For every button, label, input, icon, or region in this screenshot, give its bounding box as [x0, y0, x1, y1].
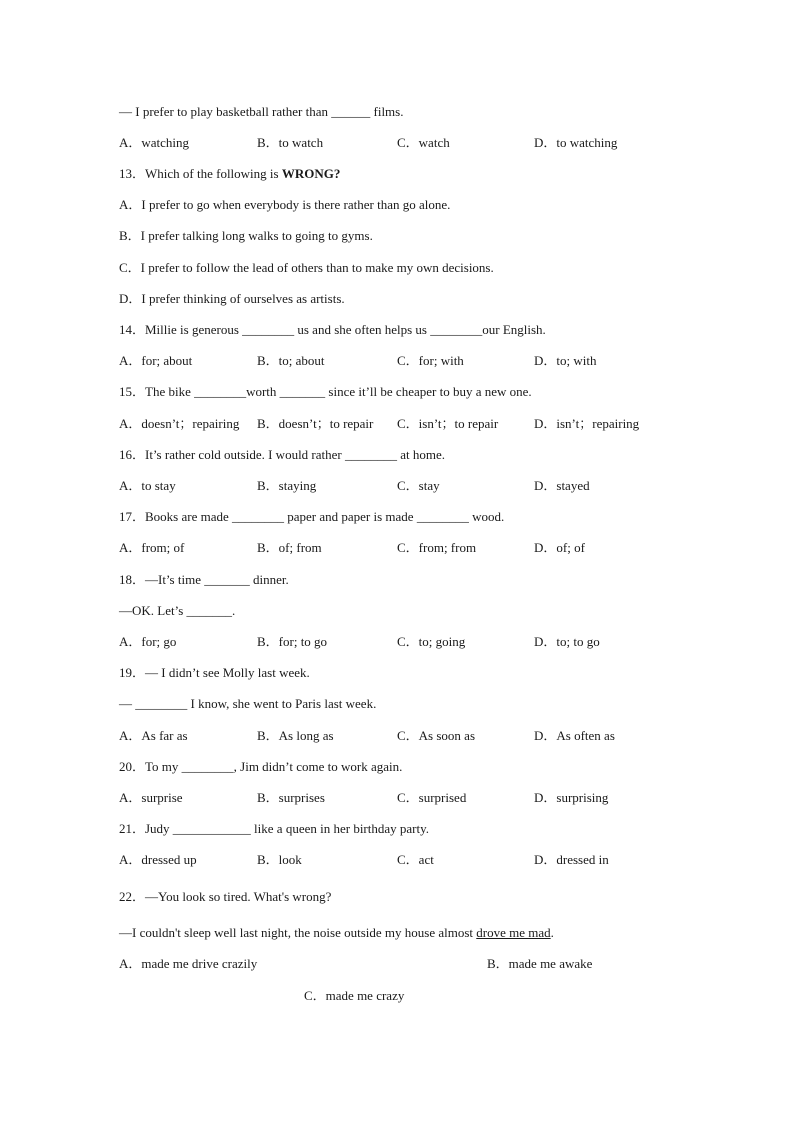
q15-option-b: B．doesn’t；to repair	[257, 416, 374, 431]
q14-stem: 14．Millie is generous ________ us and she often helps us ________our English.	[119, 322, 546, 337]
q21-option-d: D．dressed in	[534, 852, 609, 867]
q19-option-c: C．As soon as	[397, 728, 476, 743]
q13-option-d: D．I prefer thinking of ourselves as artists.	[119, 291, 345, 306]
q16-option-c: C．stay	[397, 478, 440, 493]
q21-option-a: A．dressed up	[119, 852, 197, 867]
q17-option-b: B．of; from	[257, 540, 322, 555]
q18-option-c: C．to; going	[397, 634, 466, 649]
q15-option-c: C．isn’t；to repair	[397, 416, 499, 431]
q17-option-c: C．from; from	[397, 540, 477, 555]
q22-stem-post: .	[550, 925, 554, 940]
q13-option-b: B．I prefer talking long walks to going to gyms.	[119, 228, 373, 243]
q12-option-c: C．watch	[397, 135, 450, 150]
q16-option-b: B．staying	[257, 478, 317, 493]
q22-stem-line1: 22．—You look so tired. What's wrong?	[119, 889, 332, 904]
q19-option-b: B．As long as	[257, 728, 334, 743]
q22-underlined-phrase: drove me mad	[476, 925, 551, 940]
q21-stem: 21．Judy ____________ like a queen in her birthday party.	[119, 821, 430, 836]
q18-option-b: B．for; to go	[257, 634, 328, 649]
q14-option-c: C．for; with	[397, 353, 464, 368]
q21-option-c: C．act	[397, 852, 434, 867]
q17-option-d: D．of; of	[534, 540, 585, 555]
q12-option-a: A．watching	[119, 135, 190, 150]
q13-option-a: A．I prefer to go when everybody is there rather than go alone.	[119, 197, 451, 212]
q20-option-d: D．surprising	[534, 790, 609, 805]
q19-option-a: A．As far as	[119, 728, 188, 743]
q18-stem-line2: —OK. Let’s _______.	[119, 603, 236, 618]
q20-stem: 20．To my ________, Jim didn’t come to work again.	[119, 759, 403, 774]
q18-option-a: A．for; go	[119, 634, 177, 649]
q13-stem-text: 13．Which of the following is	[119, 166, 282, 181]
q18-option-d: D．to; to go	[534, 634, 600, 649]
q20-option-c: C．surprised	[397, 790, 467, 805]
q12-option-b: B．to watch	[257, 135, 324, 150]
q17-option-a: A．from; of	[119, 540, 185, 555]
q20-option-b: B．surprises	[257, 790, 325, 805]
q12-option-d: D．to watching	[534, 135, 618, 150]
q15-option-d: D．isn’t；repairing	[534, 416, 640, 431]
q20-option-a: A．surprise	[119, 790, 183, 805]
q22-stem-pre: —I couldn't sleep well last night, the noise outside my house almost	[119, 925, 477, 940]
q14-option-b: B．to; about	[257, 353, 325, 368]
q16-option-a: A．to stay	[119, 478, 176, 493]
q14-option-a: A．for; about	[119, 353, 193, 368]
q22-stem-line2	[119, 925, 554, 941]
q13-stem	[119, 166, 340, 182]
q18-stem-line1: 18．—It’s time _______ dinner.	[119, 572, 289, 587]
q19-stem-line1: 19．— I didn’t see Molly last week.	[119, 665, 310, 680]
q16-option-d: D．stayed	[534, 478, 590, 493]
q19-option-d: D．As often as	[534, 728, 615, 743]
q22-option-c: C．made me crazy	[304, 988, 405, 1003]
q15-stem: 15．The bike ________worth _______ since it’ll be cheaper to buy a new one.	[119, 384, 532, 399]
q22-option-a: A．made me drive crazily	[119, 956, 258, 971]
q22-option-b: B．made me awake	[487, 956, 593, 971]
q19-stem-line2: — ________ I know, she went to Paris last week.	[119, 696, 377, 711]
q13-stem-emphasis: WRONG?	[281, 166, 341, 181]
q13-option-c: C．I prefer to follow the lead of others than to make my own decisions.	[119, 260, 494, 275]
q14-option-d: D．to; with	[534, 353, 597, 368]
q16-stem: 16．It’s rather cold outside. I would rather ________ at home.	[119, 447, 446, 462]
q17-stem: 17．Books are made ________ paper and paper is made ________ wood.	[119, 509, 505, 524]
q12-answer-line: — I prefer to play basketball rather than ______ films.	[119, 104, 404, 119]
q15-option-a: A．doesn’t；repairing	[119, 416, 240, 431]
q21-option-b: B．look	[257, 852, 302, 867]
